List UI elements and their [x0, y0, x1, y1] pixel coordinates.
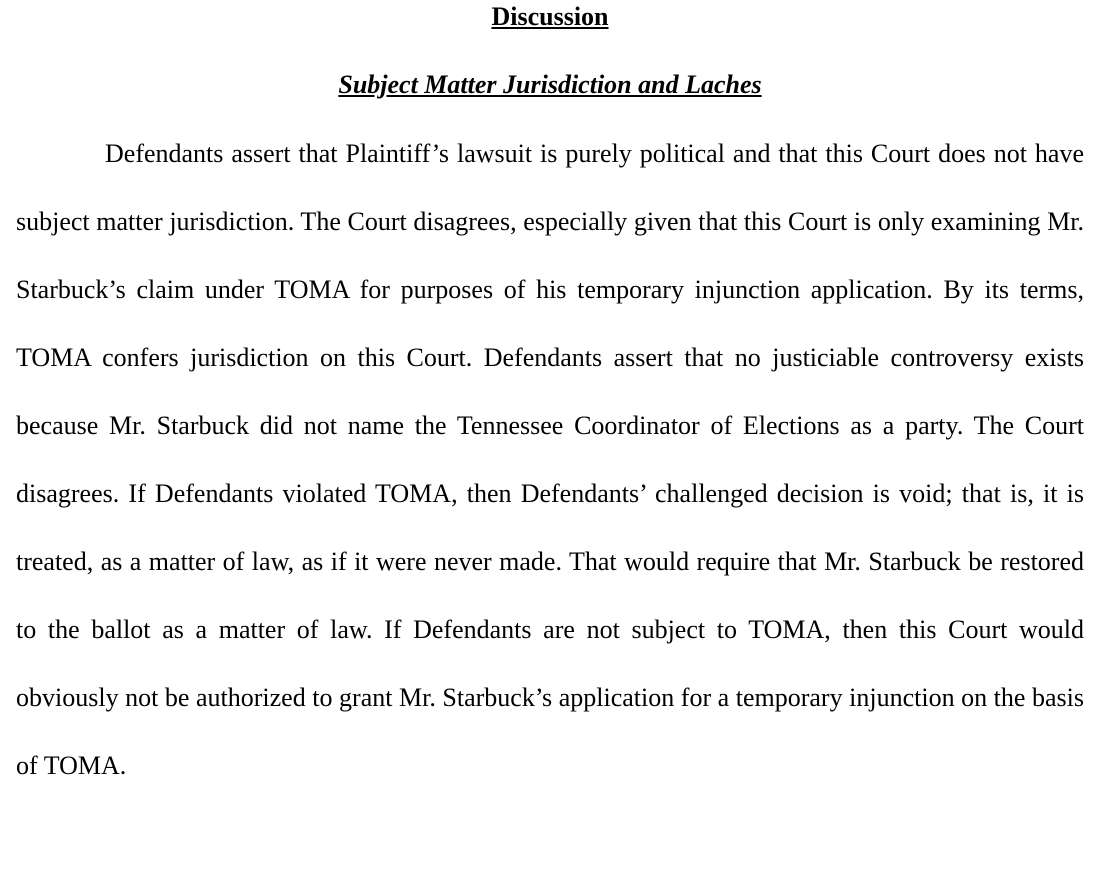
section-heading: Discussion: [491, 2, 609, 31]
body-paragraph: Defendants assert that Plaintiff’s lawsuit is purely political and that this Court does not have subject matter jurisdiction. The Court disagrees, especially given that this Court is only examining Mr. Starbuck’s claim under TOMA for purposes of his temporary injunction application. By its terms, TOMA confers jurisdiction on this Court. Defendants assert that no justiciable controversy exists because Mr. Starbuck did not name the Tennessee Coordinator of Elections as a party. The Court disagrees. If Defendants violated TOMA, then Defendants’ challenged decision is void; that is, it is treated, as a matter of law, as if it were never made. That would require that Mr. Starbuck be restored to the ballot as a matter of law. If Defendants are not subject to TOMA, then this Court would obviously not be authorized to grant Mr. Starbuck’s application for a temporary injunction on the basis of TOMA.: [16, 139, 1084, 780]
section-subheading: Subject Matter Jurisdiction and Laches: [338, 70, 762, 99]
